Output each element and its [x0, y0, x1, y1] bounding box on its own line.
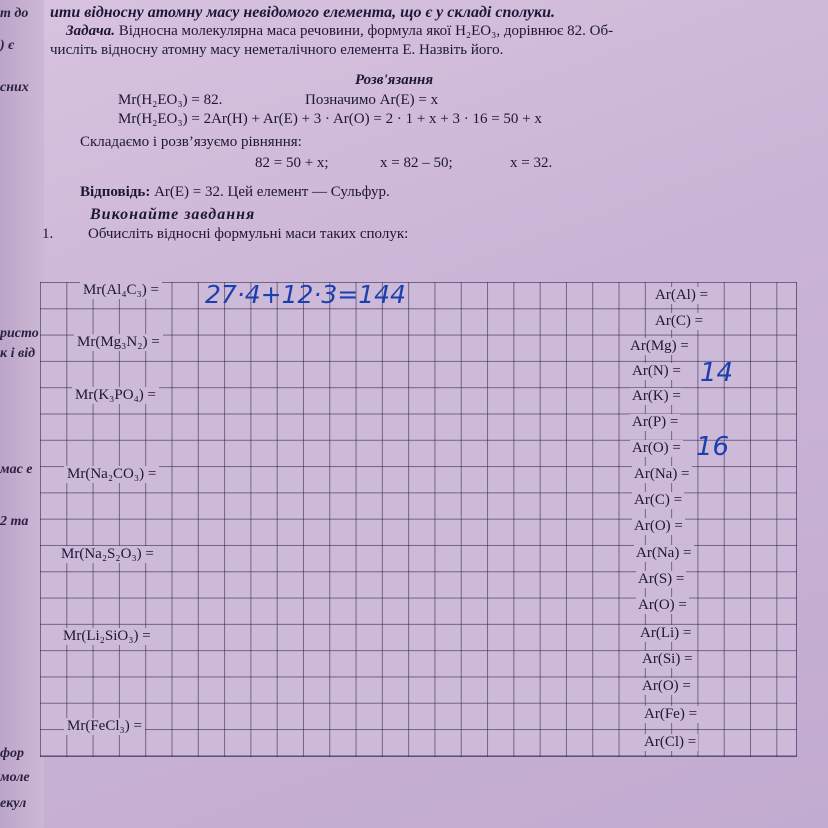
- ar-o-label: Ar(O) =: [638, 597, 687, 613]
- ar-na-label: Ar(Na) =: [634, 466, 690, 482]
- ar-na-label: Ar(Na) =: [636, 545, 692, 561]
- margin-fragment: т до: [0, 6, 29, 21]
- ar-li-label: Ar(Li) =: [640, 625, 692, 641]
- equation-step-2: x = 82 – 50;: [380, 155, 453, 171]
- formula-na2co3: Mr(Na₂CO₃) =: [64, 466, 159, 483]
- task-label: Задача.: [66, 23, 115, 39]
- answer-line: [80, 184, 390, 201]
- formula-al4c3: Mr(Al₄C₃) =: [80, 282, 162, 299]
- margin-fragment: фор: [0, 746, 25, 761]
- equation-1: Mr(H₂EO₃) = 82.: [118, 92, 223, 108]
- handwritten-n-value: 14: [700, 358, 734, 388]
- ar-n-label: Ar(N) =: [632, 363, 681, 379]
- task-text-1: Відносна молекулярна маса речовини, формула якої H₂EO₃, дорівнює 82. Об-: [115, 23, 614, 39]
- ar-k-label: Ar(K) =: [632, 388, 681, 404]
- equation-step-1: 82 = 50 + x;: [255, 155, 329, 171]
- ar-c-label: Ar(C) =: [655, 313, 704, 329]
- margin-fragment: ) є: [0, 38, 14, 53]
- formula-na2s2o3: Mr(Na₂S₂O₃) =: [58, 546, 157, 563]
- handwritten-al4c3-calculation: 27·4+12·3=144: [205, 280, 406, 309]
- exercise-instruction: Обчисліть відносні формульні маси таких сполук:: [88, 226, 409, 242]
- ar-p-label: Ar(P) =: [632, 414, 679, 430]
- formula-li2sio3: Mr(Li₂SiO₃) =: [60, 628, 154, 645]
- handwritten-o-value: 16: [696, 432, 730, 462]
- answer-text: Ar(E) = 32. Цей елемент — Сульфур.: [150, 184, 390, 200]
- margin-fragment: ристо: [0, 326, 39, 341]
- formula-mg3n2: Mr(Mg₃N₂) =: [74, 334, 163, 351]
- equation-2: Mr(H₂EO₃) = 2Ar(H) + Ar(E) + 3 · Ar(O) = 2 · 1 + x + 3 · 16 = 50 + x: [118, 111, 542, 127]
- exercise-heading: Виконайте завдання: [90, 206, 256, 223]
- task-statement-line1: [66, 23, 613, 40]
- ar-o-label: Ar(O) =: [642, 678, 691, 694]
- task-statement-line2: числіть відносну атомну масу неметалічного елемента E. Назвіть його.: [50, 42, 504, 58]
- ar-al-label: Ar(Al) =: [655, 287, 709, 303]
- ar-o-label: Ar(O) =: [632, 440, 681, 456]
- margin-fragment: екул: [0, 796, 27, 811]
- left-page-margin: [0, 0, 44, 828]
- ar-cl-label: Ar(Cl) =: [644, 734, 697, 750]
- top-line-text: ити відносну атомну масу невідомого елемента, що є у складі сполуки.: [50, 4, 556, 21]
- ar-o-label: Ar(O) =: [634, 518, 683, 534]
- formula-k3po4: Mr(K₃PO₄) =: [72, 387, 159, 404]
- answer-label: Відповідь:: [80, 184, 151, 200]
- ar-s-label: Ar(S) =: [638, 571, 685, 587]
- solution-title: Розв'язання: [355, 72, 434, 88]
- margin-fragment: 2 та: [0, 514, 29, 529]
- margin-fragment: моле: [0, 770, 30, 785]
- ar-fe-label: Ar(Fe) =: [644, 706, 698, 722]
- margin-fragment: мас е: [0, 462, 33, 477]
- equation-step-3: x = 32.: [510, 155, 553, 171]
- ar-mg-label: Ar(Mg) =: [630, 338, 689, 354]
- equation-intro: Складаємо і розв’язуємо рівняння:: [80, 134, 302, 150]
- ar-c-label: Ar(C) =: [634, 492, 683, 508]
- equation-1-notation: Позначимо Ar(E) = x: [305, 92, 439, 108]
- exercise-number: 1.: [42, 226, 54, 242]
- margin-fragment: сних: [0, 80, 29, 95]
- ar-si-label: Ar(Si) =: [642, 651, 693, 667]
- formula-fecl3: Mr(FeCl₃) =: [64, 718, 145, 735]
- margin-fragment: к і від: [0, 346, 36, 361]
